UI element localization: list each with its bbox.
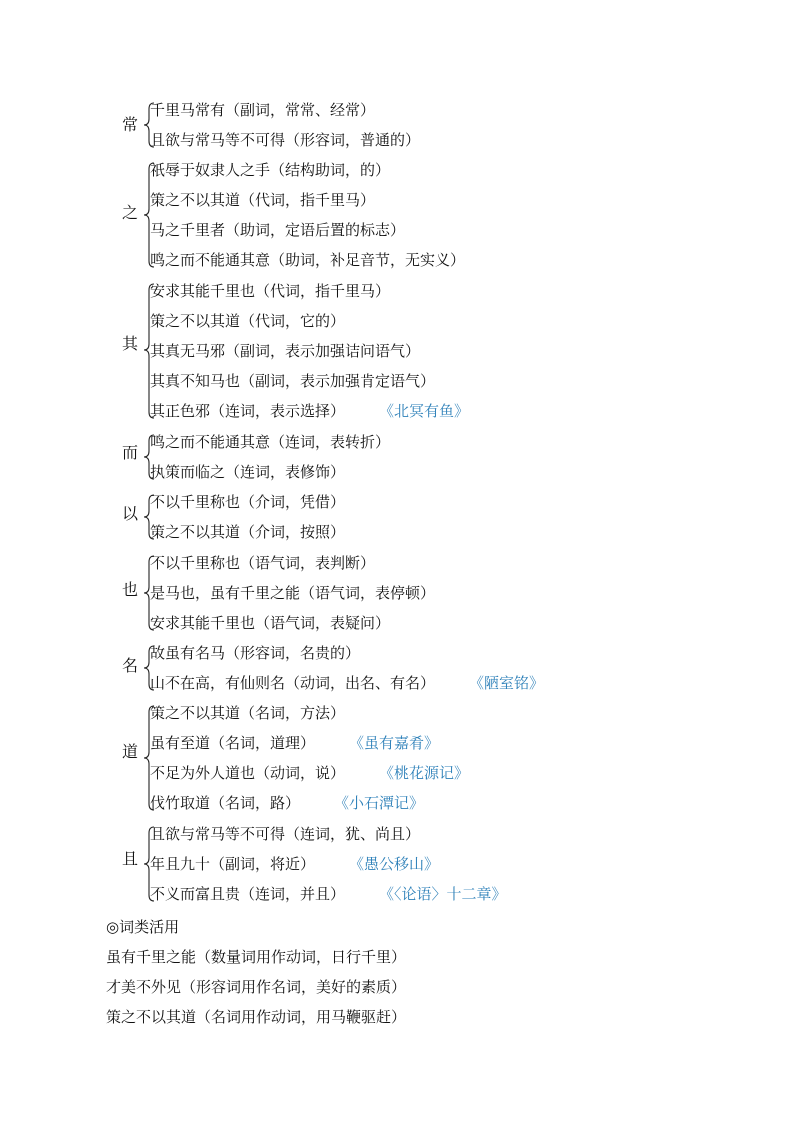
section-title: ◎词类活用 — [106, 918, 180, 936]
usage-entry: 不义而富且贵（连词，并且） 《〈论语〉十二章》 — [150, 879, 507, 909]
list-item: 策之不以其道（名词用作动词，用马鞭驱赶） — [106, 1008, 407, 1026]
usage-entry: 祇辱于奴隶人之手（结构助词，的） — [150, 161, 391, 179]
usage-entry: 其真无马邪（副词，表示加强诘问语气） — [150, 342, 421, 360]
usage-entry: 故虽有名马（形容词，名贵的） — [150, 644, 361, 662]
usage-entry: 其正色邪（连词，表示选择） 《北冥有鱼》 — [150, 396, 469, 426]
usage-entry: 且欲与常马等不可得（形容词，普通的） — [150, 131, 421, 149]
usage-entry: 山不在高，有仙则名（动词，出名、有名） 《陋室铭》 — [150, 668, 544, 698]
group-head: 且 — [121, 849, 138, 868]
usage-entry: 安求其能千里也（代词，指千里马） — [150, 282, 391, 300]
group-head: 而 — [121, 443, 138, 462]
usage-entry: 执策而临之（连词，表修饰） — [150, 463, 346, 481]
source-title: 《〈论语〉十二章》 — [379, 885, 507, 903]
usage-entry: 年且九十（副词，将近） 《愚公移山》 — [150, 849, 507, 879]
usage-entry: 不以千里称也（语气词，表判断） — [150, 554, 376, 572]
group-head: 常 — [121, 115, 138, 134]
group-head: 道 — [121, 742, 138, 761]
group-head: 名 — [121, 656, 138, 675]
word-class-shift-section — [106, 912, 406, 1032]
usage-entry: 鸣之而不能通其意（连词，表转折） — [150, 433, 391, 451]
group-head: 也 — [121, 580, 138, 599]
group-head: 以 — [121, 504, 138, 523]
usage-entry: 策之不以其道（介词，按照） — [150, 523, 346, 541]
usage-entry: 伐竹取道（名词，路） 《小石潭记》 — [150, 788, 469, 818]
usage-entry: 且欲与常马等不可得（连词，犹、尚且） — [150, 825, 421, 843]
usage-entry: 马之千里者（助词，定语后置的标志） — [150, 221, 406, 239]
group-head: 其 — [121, 334, 138, 353]
usage-entry: 其真不知马也（副词，表示加强肯定语气） — [150, 372, 436, 390]
usage-entry: 不足为外人道也（动词，说） 《桃花源记》 — [150, 758, 469, 788]
source-title: 《虽有嘉肴》 — [349, 734, 440, 752]
list-item: 才美不外见（形容词用作名词，美好的素质） — [106, 978, 407, 996]
usage-entry: 千里马常有（副词，常常、经常） — [150, 101, 376, 119]
usage-entry: 策之不以其道（代词，指千里马） — [150, 191, 376, 209]
usage-entry: 策之不以其道（代词，它的） — [150, 312, 346, 330]
source-title: 《陋室铭》 — [469, 674, 545, 692]
group-head: 之 — [121, 203, 138, 222]
usage-entry: 鸣之而不能通其意（助词，补足音节，无实义） — [150, 251, 466, 269]
usage-entry: 策之不以其道（名词，方法） — [150, 704, 346, 722]
source-title: 《桃花源记》 — [379, 764, 470, 782]
usage-entry: 安求其能千里也（语气词，表疑问） — [150, 614, 391, 632]
usage-entry: 不以千里称也（介词，凭借） — [150, 493, 346, 511]
usage-entry: 虽有至道（名词，道理） 《虽有嘉肴》 — [150, 728, 469, 758]
list-item: 虽有千里之能（数量词用作动词，日行千里） — [106, 948, 407, 966]
source-title: 《北冥有鱼》 — [379, 402, 470, 420]
usage-entry: 是马也，虽有千里之能（语气词，表停顿） — [150, 584, 436, 602]
source-title: 《愚公移山》 — [349, 855, 440, 873]
source-title: 《小石潭记》 — [334, 794, 425, 812]
